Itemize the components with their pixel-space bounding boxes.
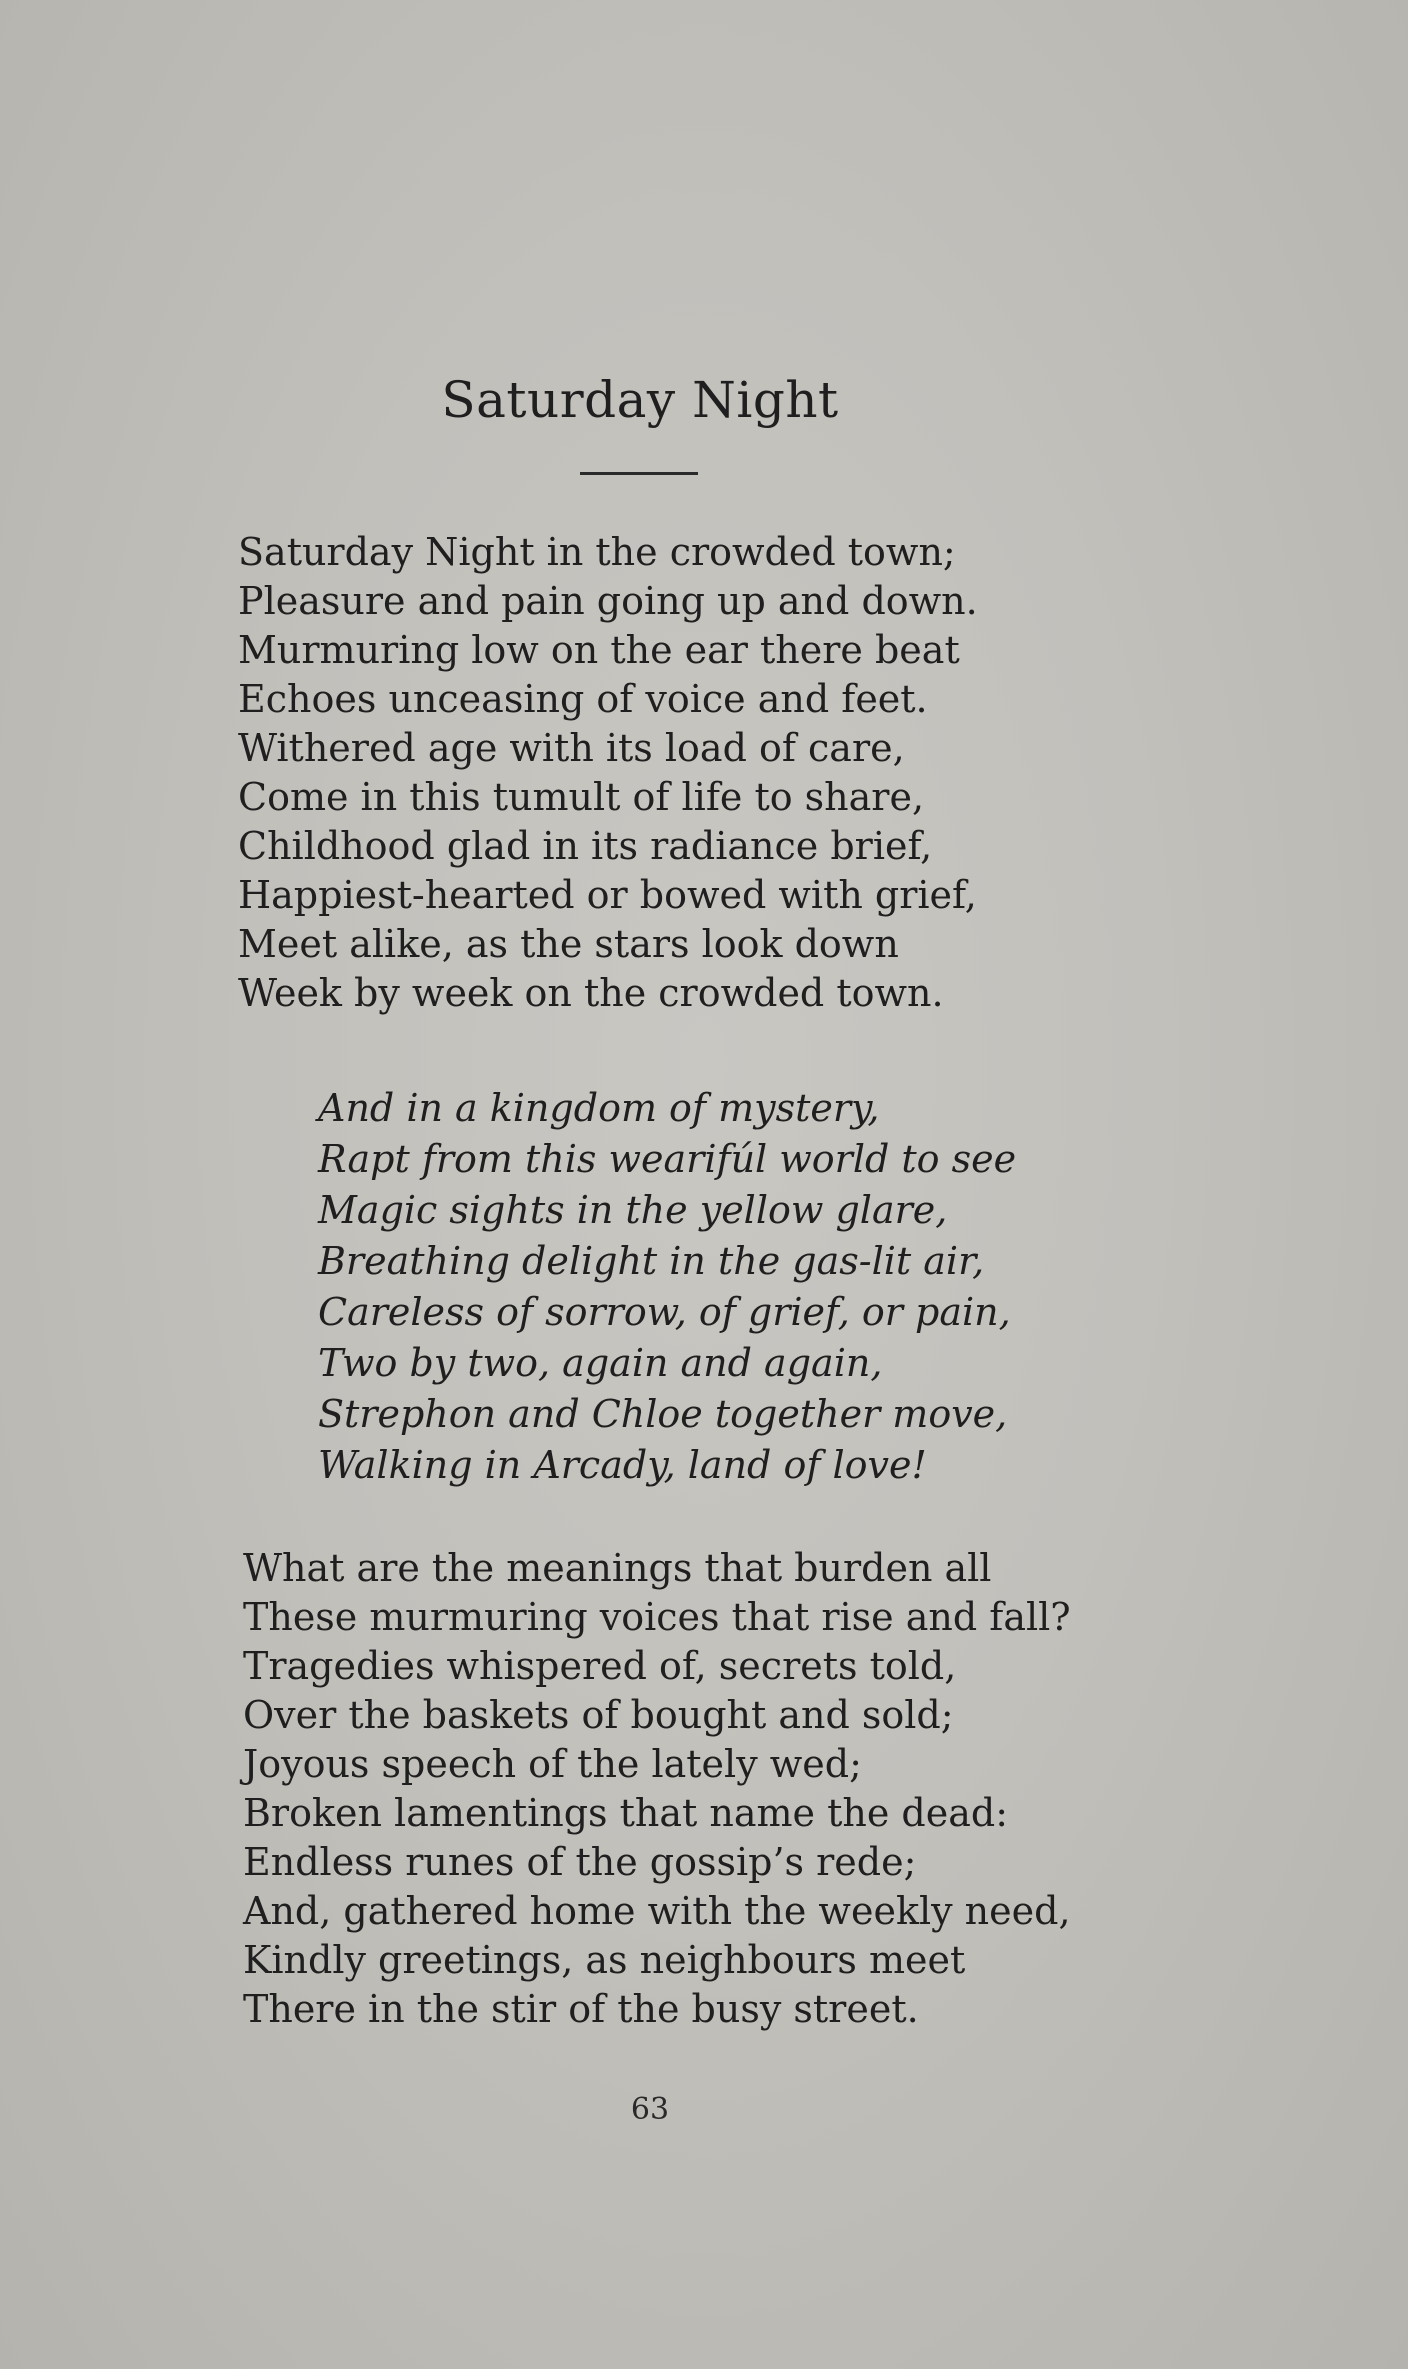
title-divider <box>580 472 698 475</box>
poem-line: Childhood glad in its radiance brief, <box>238 824 933 868</box>
poem-line: Walking in Arcady, land of love! <box>318 1443 927 1487</box>
poem-line: Come in this tumult of life to share, <box>238 775 925 819</box>
poem-line: What are the meanings that burden all <box>243 1546 992 1590</box>
poem-line: And, gathered home with the weekly need, <box>243 1889 1071 1933</box>
poem-line: Withered age with its load of care, <box>238 726 905 770</box>
poem-line: Magic sights in the yellow glare, <box>318 1188 948 1232</box>
stanza-2 <box>318 1083 1016 1491</box>
poem-line: Tragedies whispered of, secrets told, <box>243 1644 957 1688</box>
poem-line: Murmuring low on the ear there beat <box>238 628 960 672</box>
poem-line: Saturday Night in the crowded town; <box>238 530 956 574</box>
stanza-3 <box>243 1544 1071 2034</box>
poem-line: Two by two, again and again, <box>318 1341 883 1385</box>
stanza-1 <box>238 528 978 1018</box>
poem-line: Meet alike, as the stars look down <box>238 922 899 966</box>
poem-line: Breathing delight in the gas-lit air, <box>318 1239 985 1283</box>
poem-line: Strephon and Chloe together move, <box>318 1392 1008 1436</box>
poem-line: These murmuring voices that rise and fall? <box>243 1595 1071 1639</box>
page-number: 63 <box>630 2092 670 2127</box>
poem-line: Rapt from this wearifúl world to see <box>318 1137 1017 1181</box>
poem-line: Happiest-hearted or bowed with grief, <box>238 873 977 917</box>
poem-line: Kindly greetings, as neighbours meet <box>243 1938 966 1982</box>
poem-line: There in the stir of the busy street. <box>243 1987 919 2031</box>
poem-line: Broken lamentings that name the dead: <box>243 1791 1009 1835</box>
poem-line: Joyous speech of the lately wed; <box>243 1742 862 1786</box>
poem-line: Pleasure and pain going up and down. <box>238 579 978 623</box>
poem-title: Saturday Night <box>441 371 839 429</box>
poem-line: Careless of sorrow, of grief, or pain, <box>318 1290 1011 1334</box>
poem-line: And in a kingdom of mystery, <box>318 1086 880 1130</box>
poem-line: Endless runes of the gossip’s rede; <box>243 1840 917 1884</box>
poem-line: Over the baskets of bought and sold; <box>243 1693 954 1737</box>
poem-line: Week by week on the crowded town. <box>238 971 944 1015</box>
poem-line: Echoes unceasing of voice and feet. <box>238 677 928 721</box>
